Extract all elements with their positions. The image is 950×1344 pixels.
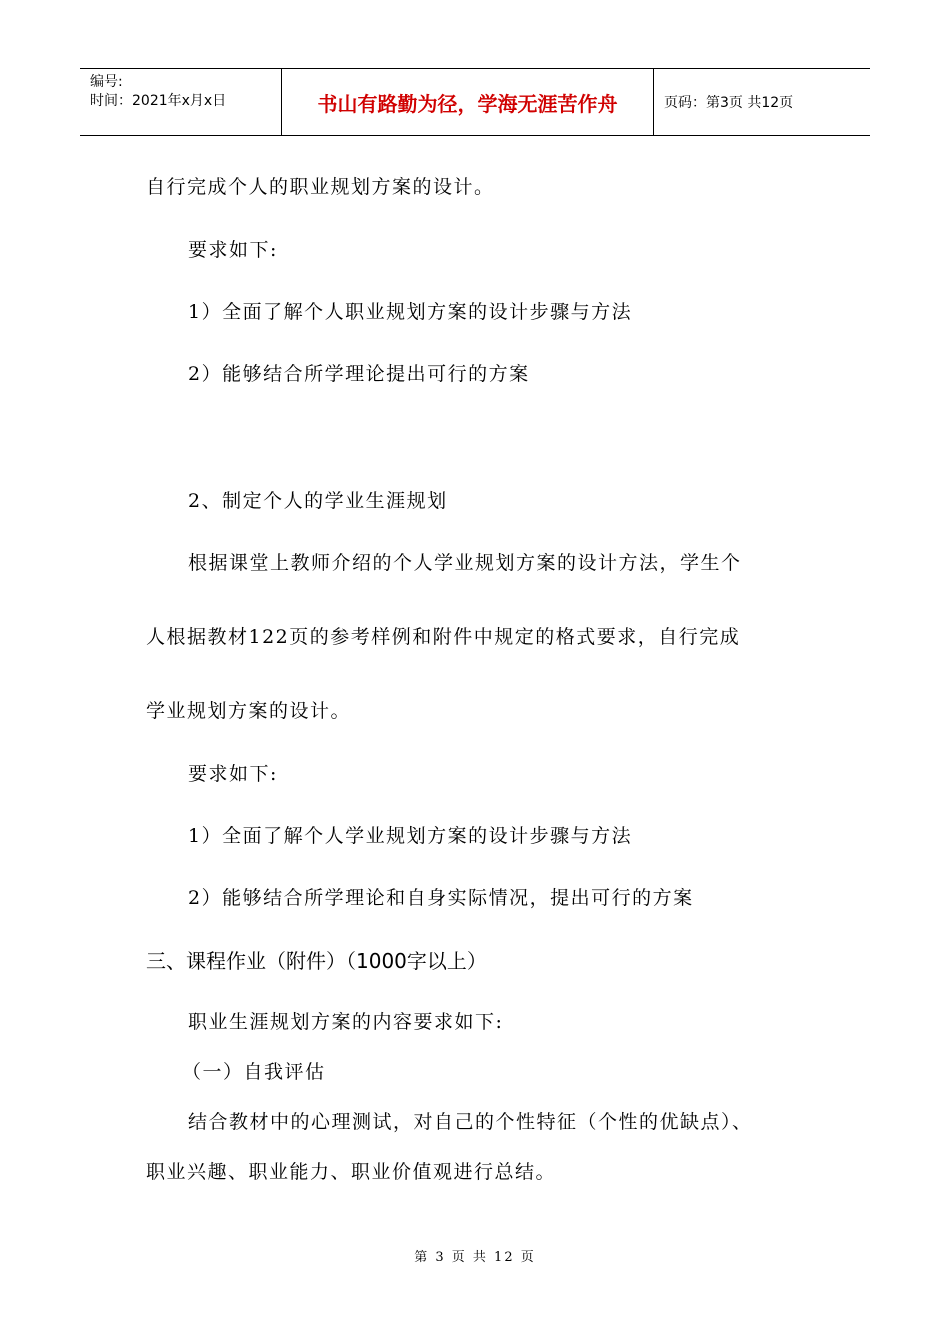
page-footer: 第 3 页 共 12 页 bbox=[414, 1250, 536, 1265]
subsection-heading: （一）自我评估 bbox=[182, 1061, 326, 1083]
paragraph-line: 根据课堂上教师介绍的个人学业规划方案的设计方法，学生个 bbox=[188, 552, 742, 574]
list-item: 1）全面了解个人职业规划方案的设计步骤与方法 bbox=[188, 301, 633, 323]
list-item: 1）全面了解个人学业规划方案的设计步骤与方法 bbox=[188, 825, 633, 847]
paragraph-line: 自行完成个人的职业规划方案的设计。 bbox=[146, 176, 495, 198]
header-page-number: 页码：第3页 共12页 bbox=[664, 95, 794, 111]
page-header bbox=[80, 68, 870, 136]
list-item: 2）能够结合所学理论提出可行的方案 bbox=[188, 363, 530, 385]
subsection-heading: 2、制定个人的学业生涯规划 bbox=[188, 490, 448, 512]
paragraph-line: 学业规划方案的设计。 bbox=[146, 700, 352, 722]
list-item: 2）能够结合所学理论和自身实际情况，提出可行的方案 bbox=[188, 887, 694, 909]
section-heading: 三、课程作业（附件）（1000字以上） bbox=[146, 949, 487, 973]
header-meta bbox=[80, 69, 282, 135]
date-label: 时间：2021年x月x日 bbox=[90, 93, 227, 109]
code-label: 编号: bbox=[90, 74, 123, 90]
requirements-heading: 要求如下: bbox=[188, 239, 278, 261]
paragraph-line: 职业兴趣、职业能力、职业价值观进行总结。 bbox=[146, 1161, 557, 1183]
requirements-heading: 要求如下: bbox=[188, 763, 278, 785]
paragraph-line: 结合教材中的心理测试，对自己的个性特征（个性的优缺点）、 bbox=[188, 1111, 753, 1133]
paragraph-line: 职业生涯规划方案的内容要求如下: bbox=[188, 1011, 504, 1033]
paragraph-line: 人根据教材122页的参考样例和附件中规定的格式要求，自行完成 bbox=[146, 626, 741, 648]
header-motto: 书山有路勤为径，学海无涯苦作舟 bbox=[282, 69, 654, 135]
